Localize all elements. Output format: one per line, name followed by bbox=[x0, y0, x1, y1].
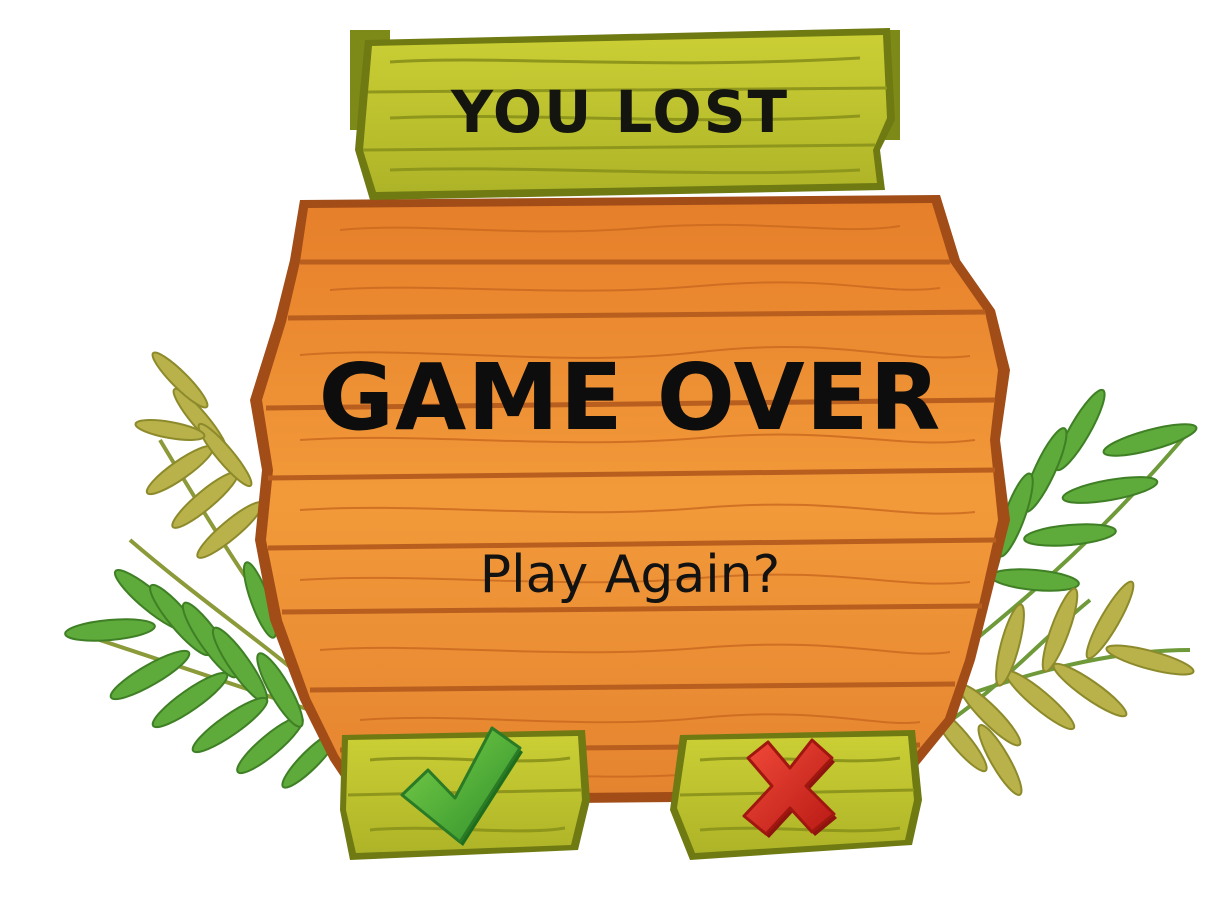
play-again-prompt: Play Again? bbox=[479, 545, 781, 605]
you-lost-label: YOU LOST bbox=[450, 78, 790, 146]
cancel-button[interactable] bbox=[670, 730, 922, 860]
game-over-title: GAME OVER bbox=[318, 344, 942, 451]
wood-panel bbox=[250, 195, 1010, 805]
confirm-button[interactable] bbox=[340, 728, 590, 860]
